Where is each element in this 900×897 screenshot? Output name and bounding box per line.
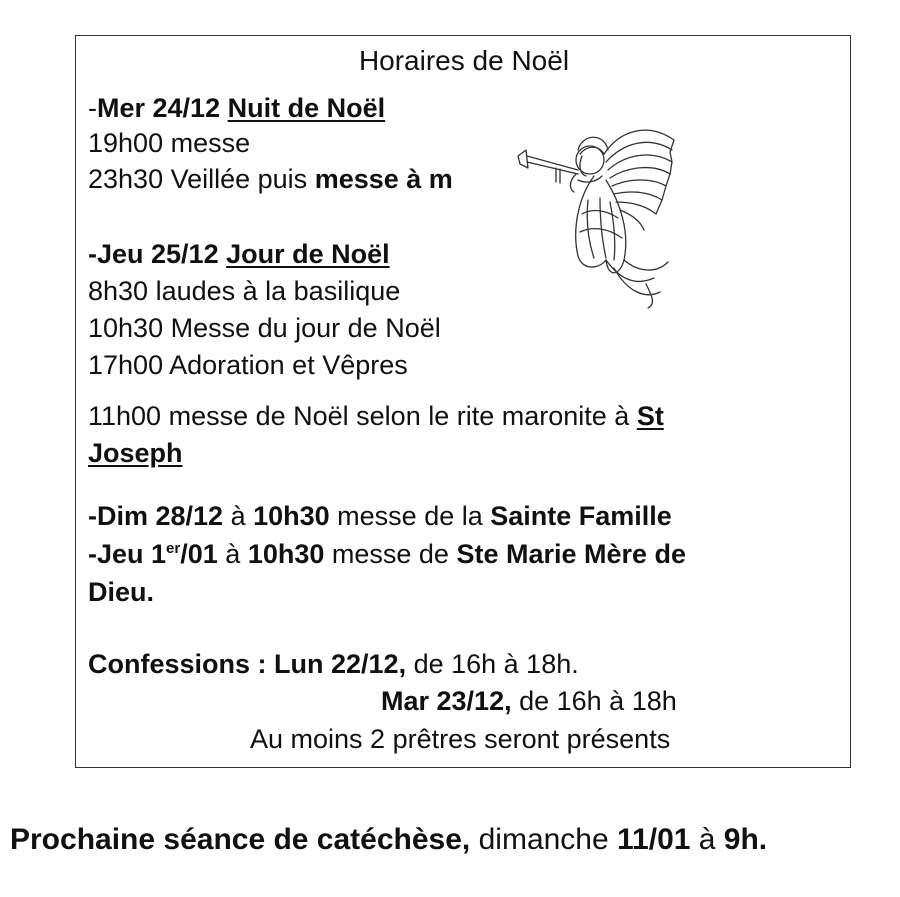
christmas-eve-header: -Mer 24/12 Nuit de Noël [88,93,386,123]
christmas-eve-date: Mer 24/12 [97,93,221,123]
christmas-day-event: Jour de Noël [226,239,390,269]
christmas-eve-line-2: 23h30 Veillée puis messe à m [88,164,453,194]
christmas-schedule-box [75,35,851,768]
maronite-mass-line-1: 11h00 messe de Noël selon le rite maronite à St [88,401,664,431]
christmas-eve-event: Nuit de Noël [227,93,386,123]
confessions-line-1: Confessions : Lun 22/12, de 16h à 18h. [88,649,579,679]
christmas-eve-line-1: 19h00 messe [88,128,251,158]
mary-mother-of-god-line-2: Dieu. [88,577,155,607]
schedule-title: Horaires de Noël [358,45,570,76]
maronite-mass-line-2: Joseph [88,438,183,468]
mary-mother-of-god-line: -Jeu 1er/01 à 10h30 messe de Ste Marie Mère de [88,539,687,569]
christmas-day-line-3: 17h00 Adoration et Vêpres [88,350,408,380]
confessions-note: Au moins 2 prêtres seront présents [250,724,671,754]
catechesis-announcement: Prochaine séance de catéchèse, dimanche 11/01 à 9h. [10,823,768,856]
christmas-day-line-1: 8h30 laudes à la basilique [88,276,401,306]
christmas-day-date: -Jeu 25/12 [88,239,219,269]
christmas-day-line-2: 10h30 Messe du jour de Noël [88,313,441,343]
christmas-day-header [88,239,390,269]
confessions-line-2: Mar 23/12, de 16h à 18h [381,686,677,716]
angel-icon [516,110,676,310]
holy-family-line: -Dim 28/12 à 10h30 messe de la Sainte Famille [88,501,672,531]
